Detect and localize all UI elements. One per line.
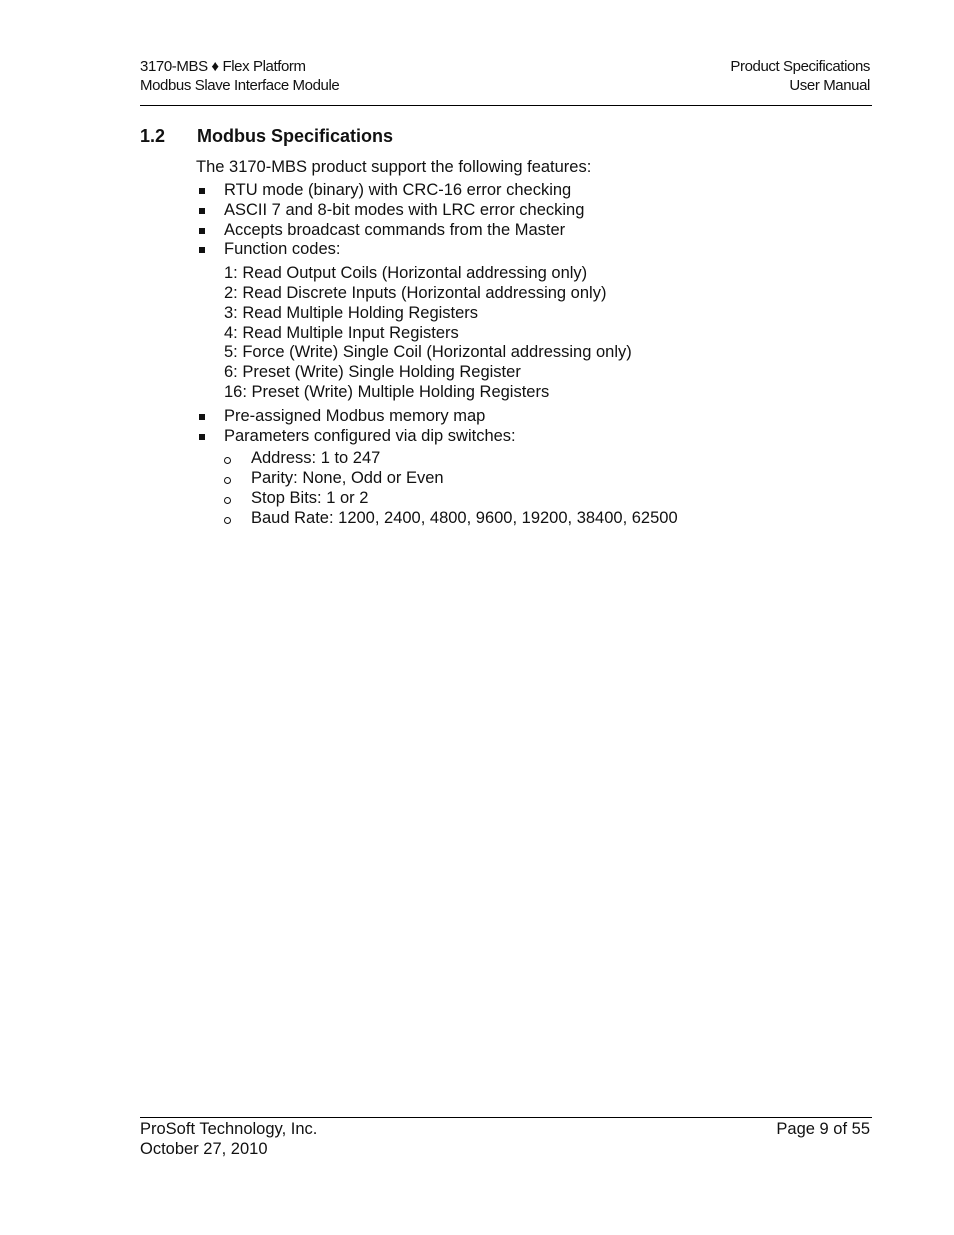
feature-list-continued [196,407,678,447]
function-code-item: 2: Read Discrete Inputs (Horizontal addressing only) [224,283,607,302]
page-number: Page 9 of 55 [776,1120,870,1138]
feature-item: RTU mode (binary) with CRC-16 error checking [196,181,678,201]
circle-bullet-icon [224,517,231,524]
document-type: User Manual [789,77,870,94]
circle-bullet-icon [224,477,231,484]
circle-bullet-icon [224,497,231,504]
publication-date: October 27, 2010 [140,1139,268,1158]
header-left [140,57,339,95]
feature-item: Parameters configured via dip switches: [196,427,678,447]
intro-paragraph: The 3170-MBS product support the following features: [196,158,592,176]
square-bullet-icon [199,414,205,420]
section-title: Modbus Specifications [197,126,394,146]
function-code-item: 3: Read Multiple Holding Registers [224,303,479,322]
feature-item: Pre-assigned Modbus memory map [196,407,678,427]
square-bullet-icon [199,208,205,214]
header-right [730,57,870,95]
square-bullet-icon [199,247,205,253]
feature-list [196,181,678,260]
module-name: Modbus Slave Interface Module [140,77,340,94]
dip-switch-param-item: Parity: None, Odd or Even [224,469,678,489]
dip-switch-param-item: Stop Bits: 1 or 2 [224,489,678,509]
dip-switch-param-item: Address: 1 to 247 [224,449,678,469]
section-number: 1.2 [140,126,166,146]
feature-item: ASCII 7 and 8-bit modes with LRC error checking [196,201,678,221]
function-code-item: 1: Read Output Coils (Horizontal addressing only) [224,264,588,283]
square-bullet-icon [199,434,205,440]
section-heading [140,126,393,147]
square-bullet-icon [199,228,205,234]
company-name: ProSoft Technology, Inc. [140,1120,318,1138]
function-code-item: 6: Preset (Write) Single Holding Register [224,363,521,382]
feature-item: Function codes: [196,240,678,260]
function-code-item: 5: Force (Write) Single Coil (Horizontal addressing only) [224,343,632,362]
section-body [196,157,678,529]
circle-bullet-icon [224,457,231,464]
chapter-name: Product Specifications [730,58,870,75]
function-code-list [224,264,678,403]
dip-switch-param-list [224,449,678,528]
feature-item: Accepts broadcast commands from the Master [196,221,678,241]
square-bullet-icon [199,188,205,194]
page-header [140,57,872,106]
product-name: 3170-MBS ♦ Flex Platform [140,58,306,75]
function-code-item: 16: Preset (Write) Multiple Holding Registers [224,382,550,401]
page-footer [140,1117,872,1158]
dip-switch-param-item: Baud Rate: 1200, 2400, 4800, 9600, 19200, 38400, 62500 [224,509,678,529]
function-code-item: 4: Read Multiple Input Registers [224,323,459,342]
footer-left [140,1120,317,1159]
